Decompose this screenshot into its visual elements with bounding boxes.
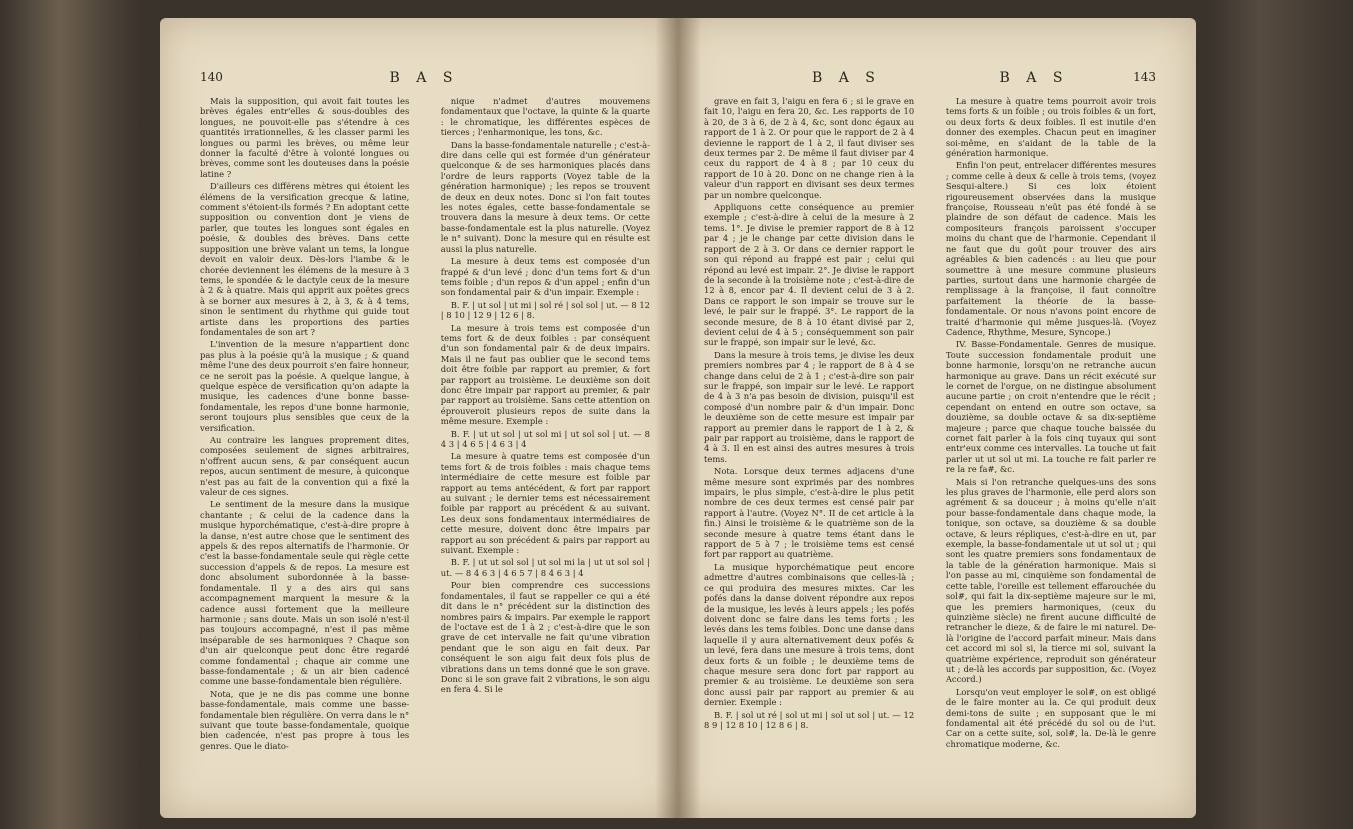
- paragraph: La musique hyporchématique peut encore admettre d'autres combinaisons que celles-là ; ce qui produira des mesures mixtes. Car les pofés dans la danse doivent répondre aux repos de la musique, les levés à leurs appels ; les pofés doivent donc se faire dans les tems forts ; les levés dans les tems foibles. Donc une danse dans laquelle il y aura alternativement deux pofés & un levé, fera dans une mesure à trois tems, dont deux forts & un foible ; le deuxième tems de chaque mesure sera donc fort par rapport au premier & au troisième. Le deuxième son sera donc aussi pair par rapport au premier & au dernier. Exemple :: [704, 561, 915, 708]
- example-notation: B. F. | ut ut sol sol | ut sol mi la | ut ut sol sol | ut. — 8 4 6 3 | 4 6 5 7 | 8 4 6 3 | 4: [440, 557, 650, 578]
- paragraph: Au contraire les langues proprement dites, composées seulement de signes arbitraires, n'offrent aucun sens, & par conséquent aucun repos, aucun sentiment de mesure, à quiconque n'est pas au fait de la convention qui a fixé la valeur de ces signes.: [200, 435, 410, 498]
- paragraph: L'invention de la mesure n'appartient donc pas plus à la poésie qu'à la musique ; & quand même l'une des deux pourroit s'en faire honneur, ce ne seroit pas la poésie. A quelque langue, à quelque espèce de versification qu'on adapte la musique, les cadences d'une bonne basse-fondamentale, les repos d'une bonne harmonie, seront toujours plus sensibles que ceux de la versification.: [200, 339, 410, 433]
- right-page-columns: [704, 96, 1156, 794]
- example-notation: B. F. | ut sol | ut mi | sol ré | sol sol | ut. — 8 12 | 8 10 | 12 9 | 12 6 | 8.: [440, 299, 650, 321]
- running-head: B A S: [389, 70, 459, 86]
- paragraph: Nota. Lorsque deux termes adjacens d'une même mesure sont exprimés par des nombres impairs, le plus simple, c'est-à-dire le plus petit nombre de ces deux termes est censé pair par rapport à l'autre. (Voyez N°. II de cet article à la fin.) Ainsi le troisième & le quatrième son de la seconde mesure à quatre tems étant dans le rapport de 5 à 7 ; le troisième tems est censé fort par rapport au quatrième.: [704, 466, 915, 560]
- left-page-columns: [200, 96, 650, 794]
- left-page: [160, 18, 678, 818]
- paragraph: Pour bien comprendre ces successions fondamentales, il faut se rappeller ce qui a été dit dans le n° précédent sur la distinction des nombres pairs & impairs. Par exemple le rapport de l'octave est de 1 à 2 ; c'est-à-dire que le son grave de cet intervalle ne fait qu'une vibration pendant que le son aigu en fait deux. Par conséquent le son aigu fait deux fois plus de vibrations dans un tems donné que le son grave. Donc si le son grave fait 2 vibrations, le son aigu en fera 4. Si le: [440, 580, 650, 695]
- paragraph: grave en fait 3, l'aigu en fera 6 ; si le grave en fait 10, l'aigu en fera 20, &c. Les rapports de 10 à 20, de 3 à 6, de 2 à 4, &c, sont donc égaux au rapport de 1 à 2. Or pour que le rapport de 2 à 4 devienne le rapport de 1 à 2, il faut diviser ses deux termes par 2. De même il faut diviser par 4 ceux du rapport de 4 à 8 ; par 10 ceux du rapport de 10 à 20. Donc on ne change rien à la valeur d'un rapport en divisant ses deux termes par un nombre quelconque.: [704, 96, 915, 200]
- paragraph: Appliquons cette conséquence au premier exemple ; c'est-à-dire à celui de la mesure à 2 tems. 1°. Je divise le premier rapport de 8 à 12 par 4 ; je le change par cette division dans le rapport de 2 à 3. Or dans ce dernier rapport le son qui répond au frappé est pair ; celui qui répond au levé est impair. 2°. Je divise le rapport de la seconde à la troisième note ; c'est-à-dire de 12 à 8, encor par 4. Il devient celui de 3 à 2. Dans ce rapport le son impair se trouve sur le levé, le pair sur le frappé. 3°. Le rapport de la seconde mesure, de 8 à 10 étant divisé par 2, devient celui de 4 à 5 ; conséquemment son pair sur le frappé, son impair sur le levé, &c.: [704, 202, 915, 348]
- column-left: [704, 96, 914, 794]
- section-heading-paragraph: IV. Basse-Fondamentale. Genres de musique. Toute succession fondamentale produit une bonne harmonie, lorsqu'on ne retranche aucun harmonique au grave. Dans un récit exécuté sur le cornet de l'orgue, on ne distingue absolument aucune partie ; on croit n'entendre que le récit ; cependant on entend en outre son octave, sa douzième, sa double octave & sa dix-septième majeure ; parce que chaque touche baissée du cornet fait parler à la fois cinq tuyaux qui sont entr'eux comme ces intervalles. La touche ut fait parler ut ut sol ut mi. La touche re fait parler re re la re fa#, &c.: [945, 339, 1156, 475]
- paragraph: Le sentiment de la mesure dans la musique chantante ; & celui de la cadence dans la musique hyporchématique, c'est-à-dire propre à la danse, n'est autre chose que le sentiment des appels & des repos alternatifs de l'harmonie. Or c'est la basse-fondamentale seule qui règle cette succession d'appels & de repos. La mesure est donc absolument subordonnée à la basse-fondamentale. Il y a des airs qui sans accompagnement marquent la mesure & la cadence aussi fortement que la meilleure harmonie ; sans doute. Mais un son isolé n'est-il pas toujours accompagné, n'est il pas même inséparable de ses harmoniques ? Chaque son d'un air quelconque peut donc être regardé comme fondamental ; chaque air comme une basse-fondamentale ; & un air bien cadencé comme une basse-fondamentale bien régulière.: [200, 499, 410, 687]
- right-page-header: [712, 70, 1156, 92]
- column-right: [441, 96, 650, 794]
- page-number: 143: [1133, 70, 1156, 84]
- example-notation: B. F. | ut ut sol | ut sol mi | ut sol sol | ut. — 8 4 3 | 4 6 5 | 4 6 3 | 4: [440, 428, 650, 449]
- page-number: 140: [200, 70, 223, 84]
- paragraph: Dans la basse-fondamentale naturelle ; c'est-à-dire dans celle qui est formée d'un générateur quelconque & de ses harmoniques placés dans l'ordre de leurs rapports (Voyez table de la génération harmonique) ; les repos se trouvent de deux en deux notes. Donc si l'on fait toutes les notes égales, cette basse-fondamentale se trouvera dans la mesure à deux tems. Or cette basse-fondamentale est la plus naturelle. (Voyez le n° suivant). Donc la mesure qui en résulte est aussi la plus naturelle.: [440, 139, 650, 254]
- paragraph: La mesure à deux tems est composée d'un frappé & d'un levé ; donc d'un tems fort & d'un tems foible ; d'un repos & d'un appel ; enfin d'un son fondamental pair & d'un impair. Exemple :: [440, 256, 650, 298]
- running-head-left: B A S: [812, 70, 881, 86]
- right-page: [678, 18, 1196, 818]
- left-page-header: [200, 70, 648, 92]
- paragraph: Mais la supposition, qui avoit fait toutes les brèves égales entr'elles & sous-doubles des longues, ne pouvoit-elle pas s'étendre à ces quantités irrationnelles, & les classer parmi les longues ou parmi les brèves, ou même leur donner la faculté d'être à volonté longues ou brèves, comme sont les douteuses dans la poésie latine ?: [200, 96, 410, 179]
- column-left: [200, 96, 409, 794]
- paragraph: D'ailleurs ces différens mètres qui étoient les élémens de la versification grecque & latine, comment s'étoient-ils formés ? En adoptant cette supposition ou convention dont je viens de parler, que toutes les longues sont égales en poésie, & doubles des brèves. Dans cette supposition une brève valant un tems, la longue devoit en valoir deux. Dès-lors l'iambe & le chorée deviennent les élémens de la mesure à 3 tems, le spondée & le dactyle ceux de la mesure à 2 & à quatre. Mais qui apprit aux poëtes grecs à se borner aux mesures à 2, à 3, & à 4 tems, sinon le sentiment du rhythme qui guide tout artiste dans les proportions des parties fondamentales de son art ?: [200, 181, 410, 337]
- paragraph: La mesure à quatre tems pourroit avoir trois tems forts & un foible ; ou trois foibles & un fort, ou deux forts & deux foibles. Il est inutile d'en donner des exemples. Chacun peut en imaginer soi-même, en s'aidant de la table de la génération harmonique.: [945, 96, 1156, 159]
- running-head: B A S: [999, 70, 1069, 86]
- paragraph: nique n'admet d'autres mouvemens fondamentaux que l'octave, la quinte & la quarte : le chromatique, les différentes espèces de tierces ; l'enharmonique, les tons, &c.: [440, 96, 650, 138]
- paragraph: Enfin l'on peut, entrelacer différentes mesures ; comme celle à deux & celle à trois tems, (voyez Sesqui-altere.) Si ces loix étoient rigoureusement observées dans la musique françoise, Rousseau n'eût pas été fondé à se plaindre de son défaut de cadence. Mais les compositeurs françois paroissent s'occuper moins du chant que de l'harmonie. Cependant il ne faut que du goût pour trouver des airs agréables & bien cadencés : au lieu que pour soumettre à une mesure commune plusieurs parties, surtout dans une harmonie chargée de remplissage à la françoise, il faut connoître parfaitement la théorie de la basse-fondamentale. Or nous n'avons point encore de traité d'harmonie qui même jusques-là. (Voyez Cadence, Rhythme, Mesure, Syncope.): [945, 160, 1156, 337]
- paragraph: Mais si l'on retranche quelques-uns des sons les plus graves de l'harmonie, elle perd alors son agrément & sa douceur ; à moins qu'elle n'ait pour basse-fondamentale dans chaque mode, la tonique, son octave, sa douzième & sa double octave, & leurs répliques, c'est-à-dire en ut, par exemple, la basse-fondamentale ut ut sol ut ; qui sont les quatre premiers sons fondamentaux de la table de la génération harmonique. Mais si l'on passe au mi, cinquième son fondamental de cette table, l'oreille est tellement effarouchée du sol#, qui fait la dix-septième majeure sur le mi, que les premiers harmoniques, (ceux du quinzième siècle) ne firent aucune difficulté de retrancher le dieze, & de faire le mi naturel. De-là l'origine de l'accord parfait mineur. Mais dans cet accord mi sol si, la tierce mi sol, suivant la quatrième expérience, reproduit son générateur ut ; de-là les accords par supposition, &c. (Voyez Accord.): [945, 476, 1156, 685]
- example-notation: B. F. | sol ut ré | sol ut mi | sol ut sol | ut. — 12 8 9 | 12 8 10 | 12 8 6 | 8.: [704, 709, 915, 730]
- paragraph: La mesure à trois tems est composée d'un tems fort & de deux foibles : par conséquent d'un son fondamental pair & de deux impairs. Mais il ne faut pas oublier que le second tems doit être foible par rapport au premier, & fort par rapport au troisième. Le deuxième son doit donc être impair par rapport au premier, & pair par rapport au troisième. Sans cette attention on éprouveroit plusieurs repos de suite dans la même mesure. Exemple :: [440, 322, 650, 427]
- paragraph: Dans la mesure à trois tems, je divise les deux premiers nombres par 4 ; le rapport de 8 à 4 se change dans celui de 2 à 1 ; c'est-à-dire son pair sur le frappé, son impair sur le levé. Le rapport de 4 à 3 n'a pas besoin de division, puisqu'il est composé d'un nombre pair & d'un impair. Donc le deuxième son de cette mesure est impair par rapport au premier dans le rapport de 1 à 2, & pair par rapport au troisième, dans le rapport de 4 à 3. Il en est ainsi des autres mesures à trois tems.: [704, 349, 915, 464]
- paragraph: Nota, que je ne dis pas comme une bonne basse-fondamentale, mais comme une basse-fondamentale bien régulière. On verra dans le n° suivant que toute basse-fondamentale, quoique bien cadencée, n'est pas propre à tous les genres. Que le diato-: [200, 688, 410, 751]
- paragraph: Lorsqu'on veut employer le sol#, on est obligé de le faire monter au la. Ce qui produit deux demi-tons de suite ; en supposant que le mi fondamental ait été précédé du sol ou de l'ut. Car on a cette suite, sol, sol#, la. De-là le genre chromatique moderne, &c.: [945, 686, 1156, 749]
- column-right: [946, 96, 1156, 794]
- paragraph: La mesure à quatre tems est composée d'un tems fort & de trois foibles : mais chaque tems intermédiaire de cette mesure est foible par rapport au tems antécédent, & fort par rapport au suivant ; le dernier tems est nécessairement foible par rapport au précédent & au suivant. Les deux sons fondamentaux intermédiaires de cette mesure, doivent donc être impairs par rapport au son précédent & pairs par rapport au suivant. Exemple :: [440, 451, 650, 556]
